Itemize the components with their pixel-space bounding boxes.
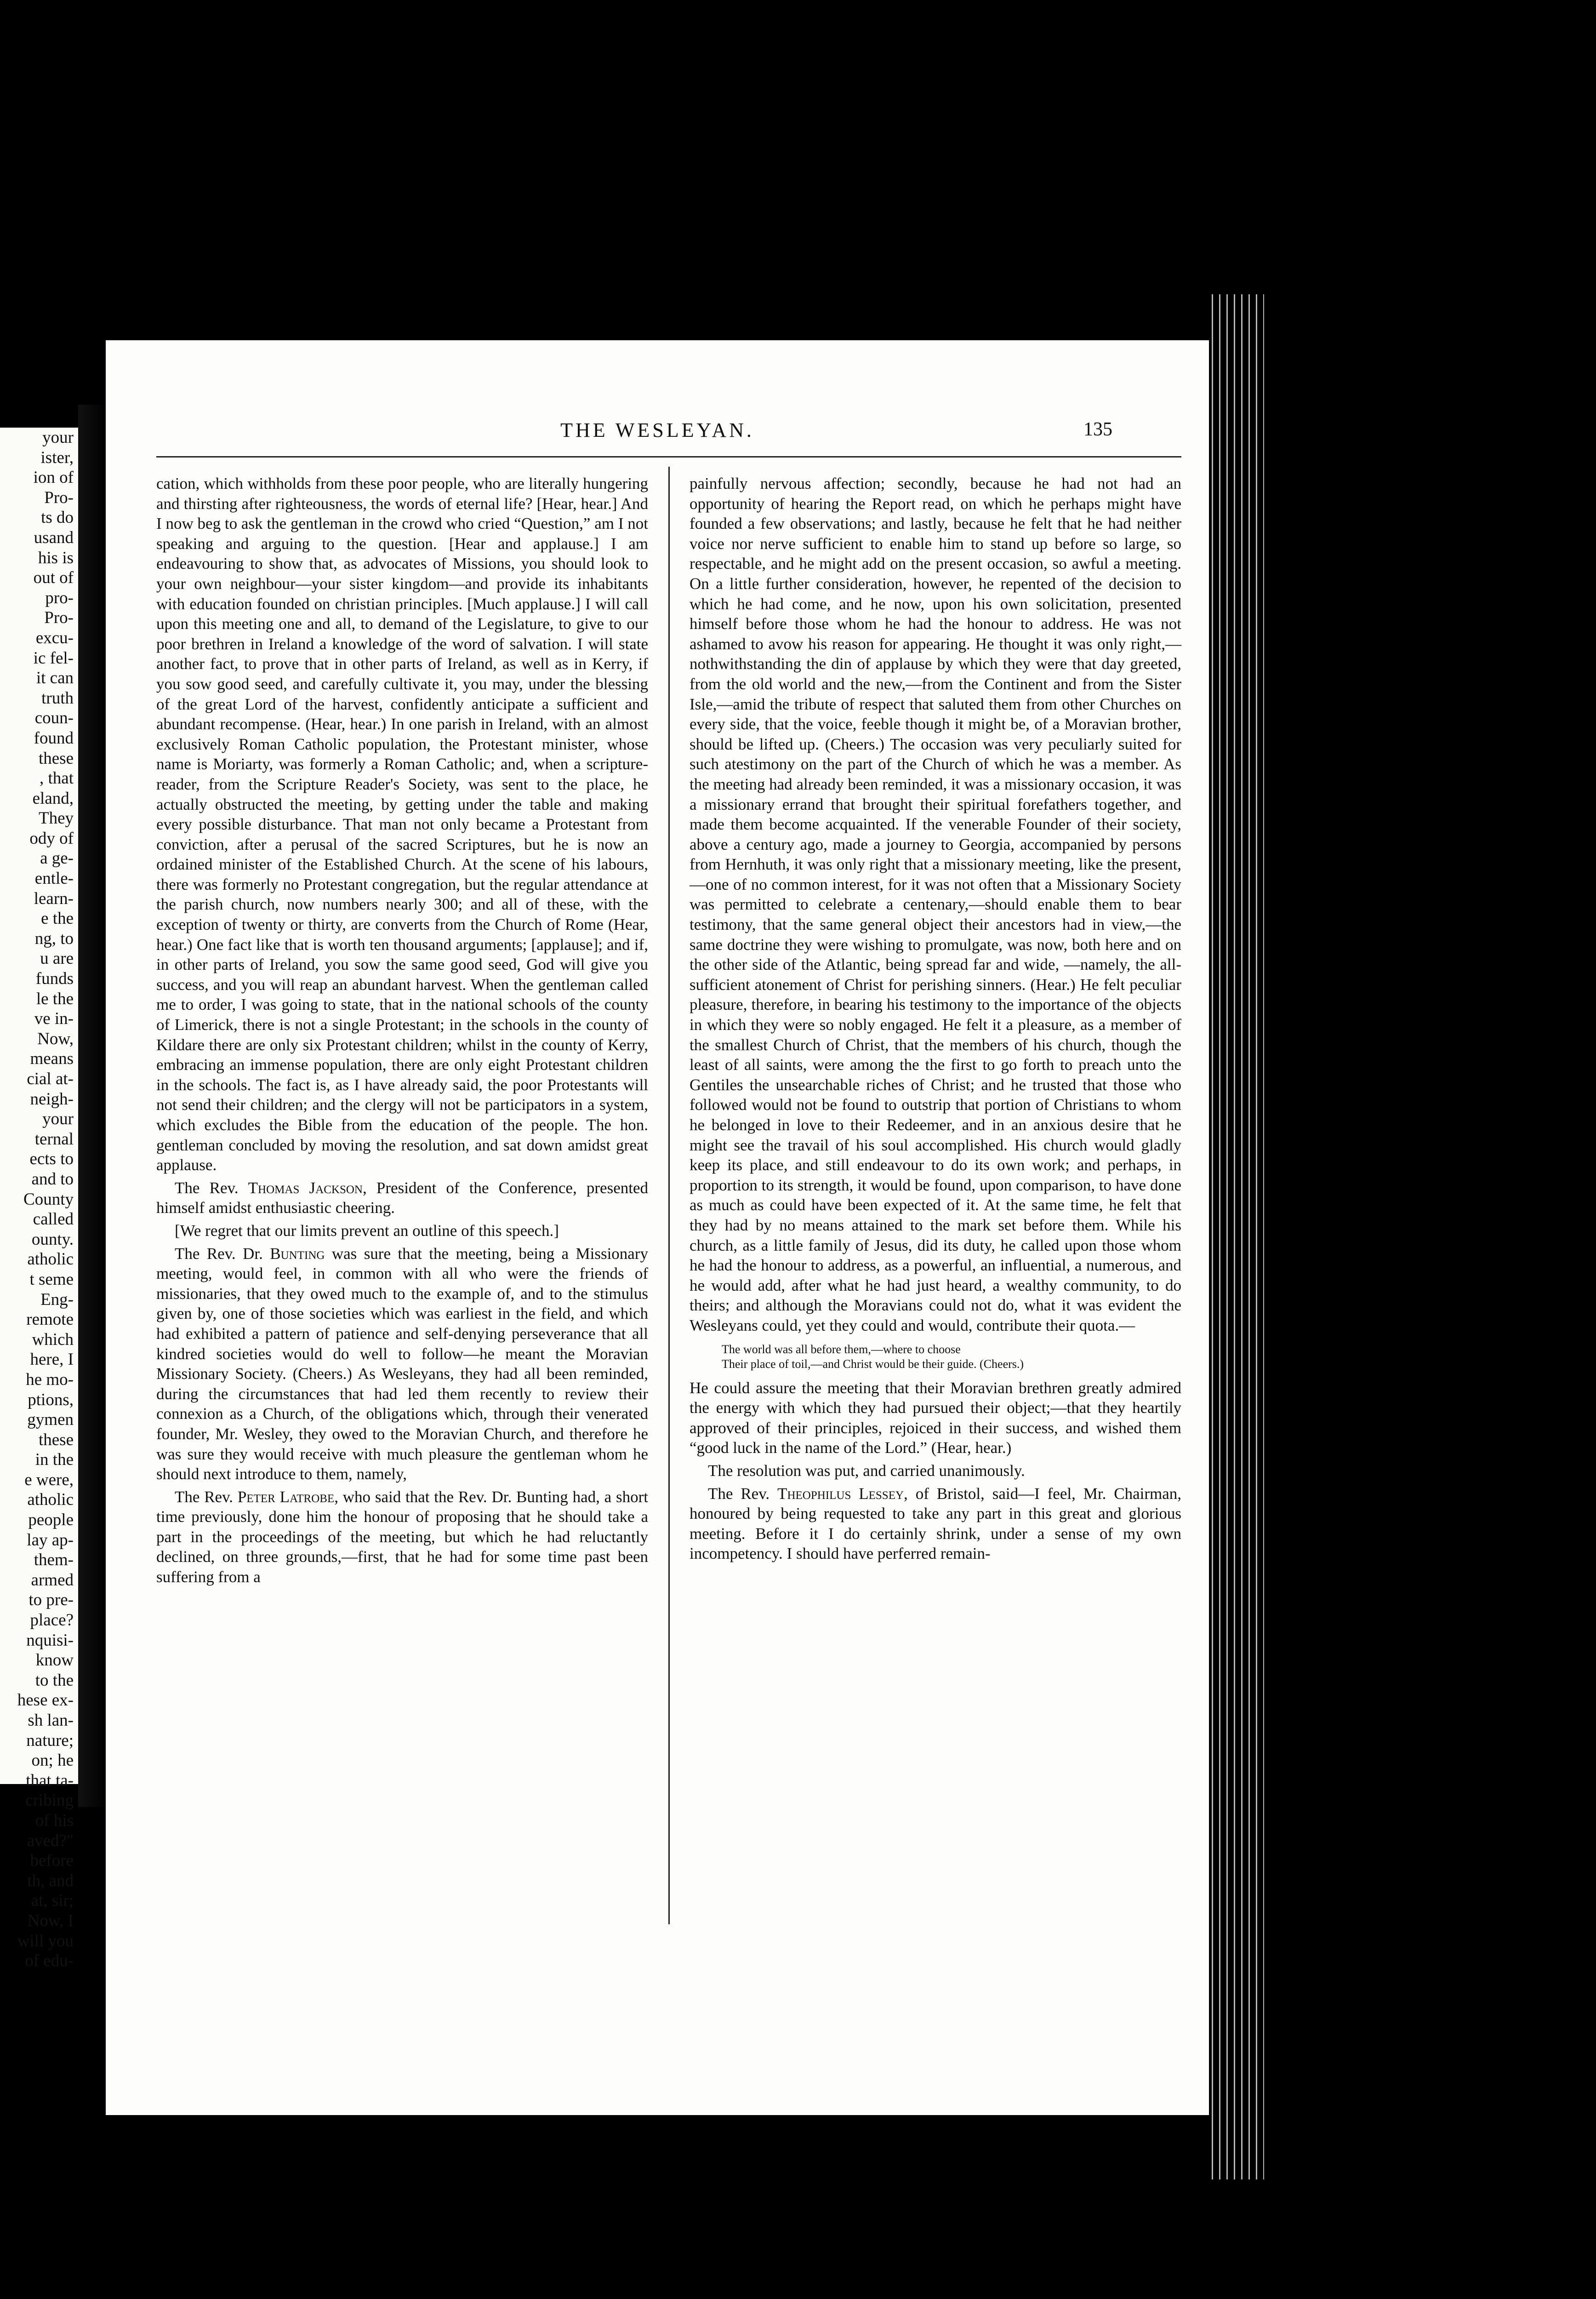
column-rule (668, 467, 670, 1924)
facing-page-line: his is (38, 548, 74, 567)
facing-page-line: means (30, 1049, 74, 1069)
facing-page-line: these (38, 1430, 74, 1449)
speaker-name: Theophilus Lessey (777, 1484, 904, 1503)
facing-page-line: your (42, 428, 74, 447)
facing-page-line: will you (17, 1931, 74, 1950)
right-column (690, 474, 1181, 1567)
facing-page-line: to pre- (28, 1590, 74, 1610)
book-spine-shadow (78, 405, 106, 1807)
facing-page-line: sh lan- (28, 1711, 74, 1730)
paragraph: The Rev. Thomas Jackson, President of the Conference, presented himself amidst enthusiastic cheering. (156, 1178, 649, 1217)
facing-page-line: ects to (29, 1150, 74, 1169)
facing-page-line: e were, (24, 1470, 74, 1489)
facing-page-line: funds (35, 969, 74, 989)
facing-page-line: lay ap- (27, 1530, 74, 1550)
book-page (106, 340, 1209, 2115)
facing-page-line: hese ex- (17, 1691, 74, 1710)
facing-page-line: know (35, 1651, 74, 1670)
facing-page-line: ounty. (31, 1230, 74, 1249)
facing-page-line: at, sir; (31, 1891, 74, 1910)
facing-page-line: in the (35, 1450, 74, 1470)
paragraph: The resolution was put, and carried unanimously. (708, 1461, 1025, 1480)
facing-page-line: excu- (35, 628, 74, 647)
facing-page-line: before (30, 1851, 74, 1870)
paragraph: The Rev. Peter Latrobe, who said that the Rev. Dr. Bunting had, a short time previously, done him the honour of proposing that he should take a part in the proceedings of the meeting, but which he had reluctantly declined, on three grounds,—first, that he had for some time past been suffering from a (156, 1487, 648, 1586)
paragraph: The Rev. Dr. Bunting was sure that the meeting, being a Missionary meeting, would feel, in common with all who were the friends of missionaries, that they owed much to the example of, and to the stimulus given by, one of those societies which was earliest in the field, and which had exhibited a pattern of patience and self-denying perseverance that all kindred societies would do well to follow—he meant the Moravian Missionary Society. (Cheers.) As Wesleyans, they had all been reminded, during the circumstances that had led them recently to review their connexion as a Church, of the obligations which, through their venerated founder, Mr. Wesley, they owed to the Moravian Church, and therefore he was sure they would receive with much pleasure the gentleman whom he should next introduce to them, namely, (156, 1244, 648, 1483)
verse-quotation (722, 1342, 1181, 1372)
facing-page-line: ic fel- (33, 648, 74, 668)
facing-page-line: place? (30, 1611, 74, 1630)
facing-page-line: Pro- (44, 608, 74, 628)
facing-page-line: le the (36, 989, 74, 1008)
facing-page-line: these (38, 749, 74, 768)
verse-line: The world was all before them,—where to choose (722, 1342, 961, 1356)
facing-page-line: ptions, (28, 1390, 74, 1409)
paragraph: painfully nervous affection; secondly, because he had not had an opportunity of hearing the Report read, on which he perhaps might have founded a few observations; and lastly, because he felt that he had neither voice nor nerve sufficient to enable him to stand up before so large, so respectable, and he might add on the present occasion, so awful a meeting. On a little further consideration, however, he repented of the decision to which he had come, and he now, upon his own solicitation, presented himself before those whom he had the honour to address. He was not ashamed to avow his reason for appearing. He thought it was only right,—nothwithstanding the din of applause by which they were that day greeted, from the old world and the new,—from the Continent and from the Sister Isle,—amid the tribute of respect that saluted them from other Churches on every side, that the voice, feeble though it might be, of a Moravian brother, should be lifted up. (Cheers.) The occasion was very peculiarly suited for such atestimony on the part of the Church of which he was a member. As the meeting had already been reminded, it was a missionary occasion, it was a missionary errand that brought their spiritual forefathers together, and made them become acquainted. If the venerable Founder of their society, above a century ago, made a journey to Georgia, accompanied by persons from Hernhuth, it was only right that a missionary meeting, like the present,—one of no common interest, for it was not often that a Missionary Society was permitted to celebrate a centenary,—should enable them to bear testimony, that the same general object their ancestors had in view,—the same doctrine they were wishing to promulgate, was now, both here and on the other side of the Atlantic, being spread far and wide, —namely, the all-sufficient atonement of Christ for perishing sinners. (Hear.) He felt peculiar pleasure, therefore, in bearing his testimony to the importance of the objects in which they were so nobly engaged. He felt it a pleasure, as a member of the smallest Church of Christ, that the members of his church, though the least of all saints, were among the the first to go forth to preach unto the Gentiles the unsearchable riches of Christ; and he trusted that those who followed would not be found to outstrip that portion of Christians to whom he belonged in love to their Redeemer, and in an anxious desire that he might see the travail of his soul accomplished. His church would gladly keep its place, and still endeavour to do its own work; and perhaps, in proportion to its strength, it would be found, upon comparison, to have done as much as could have been expected of it. At the same time, he felt that they had by no means attained to the mark set before them. While his church, as a little family of Jesus, did its duty, he called upon those whom he had the honour to address, as a powerful, an influential, a numerous, and he would add, after what he had just heard, a wealthy community, to do theirs; and although the Moravians could not do, what it was evident the Wesleyans could, yet they could and would, contribute their quota.— (690, 475, 1181, 1334)
facing-page-line: gymen (27, 1410, 74, 1430)
facing-page-line: t seme (29, 1270, 74, 1289)
facing-page-line: cribing (25, 1791, 74, 1810)
page-edge-shadow (1209, 294, 1264, 2179)
facing-page-line: They (38, 809, 74, 828)
facing-page-line: of edu- (25, 1951, 74, 1971)
facing-page-line: Now, (37, 1029, 74, 1048)
facing-page-line: atholic (27, 1250, 74, 1269)
facing-page-line: Eng- (40, 1290, 74, 1309)
facing-page-line: nature; (26, 1731, 74, 1750)
facing-page-line: neigh- (30, 1089, 74, 1109)
paragraph: The Rev. Theophilus Lessey, of Bristol, said—I feel, Mr. Chairman, honoured by being requested to take any part in this great and glorious meeting. Before it I do certainly shrink, under a sense of my own incompetency. I should have perferred remain- (690, 1484, 1181, 1563)
facing-page-line: it can (36, 669, 74, 688)
facing-page-line: ternal (34, 1129, 74, 1149)
facing-page-line: of his (35, 1811, 74, 1830)
facing-page-line: Now, I (27, 1911, 74, 1930)
facing-page-line: cial at- (27, 1069, 74, 1088)
facing-page-line: which (32, 1330, 74, 1349)
facing-page-line: Pro- (44, 488, 74, 507)
left-column (156, 474, 648, 1590)
facing-page-line: nquisi- (26, 1630, 74, 1650)
facing-page-line: here, I (30, 1350, 74, 1369)
facing-page-text (0, 428, 78, 1971)
facing-page-line: ister, (40, 448, 74, 467)
facing-page-fragment (0, 428, 78, 1971)
facing-page-line: pro- (45, 588, 74, 607)
facing-page-line: eland, (32, 789, 74, 808)
verse-line: Their place of toil,—and Christ would be their guide. (Cheers.) (722, 1357, 1024, 1371)
facing-page-line: he mo- (26, 1370, 74, 1389)
running-title: THE WESLEYAN. (560, 419, 754, 441)
facing-page-line: found (34, 728, 74, 748)
facing-page-line: your (42, 1109, 74, 1129)
facing-page-line: ion of (33, 468, 74, 487)
paragraph: cation, which withholds from these poor people, who are literally hungering and thirsting after righteousness, the words of eternal life? [Hear, hear.] And I now beg to ask the gentleman in the crowd who cried “Question,” am I not speaking and arguing to the question. [Hear and applause.] I am endeavouring to show that, as advocates of Missions, you should look to your own neighbour—your sister kingdom—and provide its inhabitants with education founded on christian principles. [Much applause.] I will call upon this meeting one and all, to demand of the Legislature, to give to our poor brethren in Ireland a knowledge of the word of salvation. I will state another fact, to prove that in other parts of Ireland, as well as in Kerry, if you sow good seed, and carefully cultivate it, you may, under the blessing of the great Lord of the harvest, confidently anticipate a sufficient and abundant recompense. (Hear, hear.) In one parish in Ireland, with an almost exclusively Roman Catholic population, the Protestant minister, whose name is Moriarty, was formerly a Roman Catholic; and, when a scripture-reader, from the Scripture Reader's Society, was sent to the place, he actually obstructed the meeting, by getting under the table and making every possible disturbance. That man not only became a Protestant from conviction, after a perusal of the sacred Scriptures, but he is now an ordained minister of the Established Church. At the scene of his labours, there was formerly no Protestant congregation, but the regular attendance at the parish church, now numbers nearly 300; and all of these, with the exception of twenty or thirty, are converts from the Church of Rome (Hear, hear.) One fact like that is worth ten thousand arguments; [applause]; and if, in other parts of Ireland, you sow the same good seed, God will give you success, and you will reap an abundant harvest. When the gentleman called me to order, I was going to state, that in the national schools of the county of Limerick, there is not a single Protestant; in the schools in the county of Kildare there are only six Protestant children; whilst in the county of Kerry, embracing an immense population, there are only eight Protestant children in the schools. The fact is, as I have already said, the poor Protestants will not send their children; and the clergy will not be participators in a system, which excludes the Bible from the education of the people. The hon. gentleman concluded by moving the resolution, and sat down amidst great applause. (156, 475, 648, 1174)
facing-page-line: e the (41, 909, 74, 928)
facing-page-line: truth (41, 688, 74, 708)
facing-page-line: a ge- (40, 849, 74, 868)
facing-page-line: called (33, 1210, 74, 1229)
facing-page-line: out of (33, 568, 74, 588)
facing-page-line: armed (31, 1570, 74, 1590)
speaker-name: Peter Latrobe (237, 1487, 335, 1506)
facing-page-line: on; he (31, 1751, 74, 1770)
header-rule (156, 456, 1181, 458)
facing-page-line: , that (40, 769, 74, 788)
facing-page-line: that ta- (26, 1771, 74, 1790)
facing-page-line: and to (31, 1169, 74, 1189)
facing-page-line: them- (34, 1550, 74, 1570)
facing-page-line: learn- (34, 889, 74, 908)
facing-page-line: entle- (34, 869, 74, 888)
facing-page-line: ng, to (34, 929, 74, 948)
facing-page-line: County (23, 1190, 74, 1209)
facing-page-line: remote (26, 1310, 74, 1329)
facing-page-line: usand (34, 528, 74, 547)
speaker-name: Thomas Jackson (248, 1178, 363, 1197)
facing-page-line: coun- (34, 709, 74, 728)
paragraph: He could assure the meeting that their Moravian brethren greatly admired the energy with which they had pursued their object;—that they heartily approved of their principles, rejoiced in their success, and wished them “good luck in the name of the Lord.” (Hear, hear.) (690, 1378, 1181, 1457)
facing-page-line: aved?" (27, 1831, 74, 1850)
editorial-note: [We regret that our limits prevent an outline of this speech.] (175, 1221, 559, 1240)
facing-page-line: th, and (27, 1871, 74, 1890)
facing-page-line: to the (35, 1670, 74, 1690)
facing-page-line: ody of (29, 829, 74, 848)
page-number: 135 (1083, 419, 1112, 440)
facing-page-line: people (28, 1510, 74, 1530)
speaker-name: Bunting (270, 1244, 325, 1263)
facing-page-line: u are (40, 949, 74, 968)
facing-page-line: ve in- (34, 1009, 74, 1029)
facing-page-line: ts do (41, 508, 74, 527)
facing-page-line: atholic (27, 1490, 74, 1510)
running-head (106, 418, 1209, 446)
